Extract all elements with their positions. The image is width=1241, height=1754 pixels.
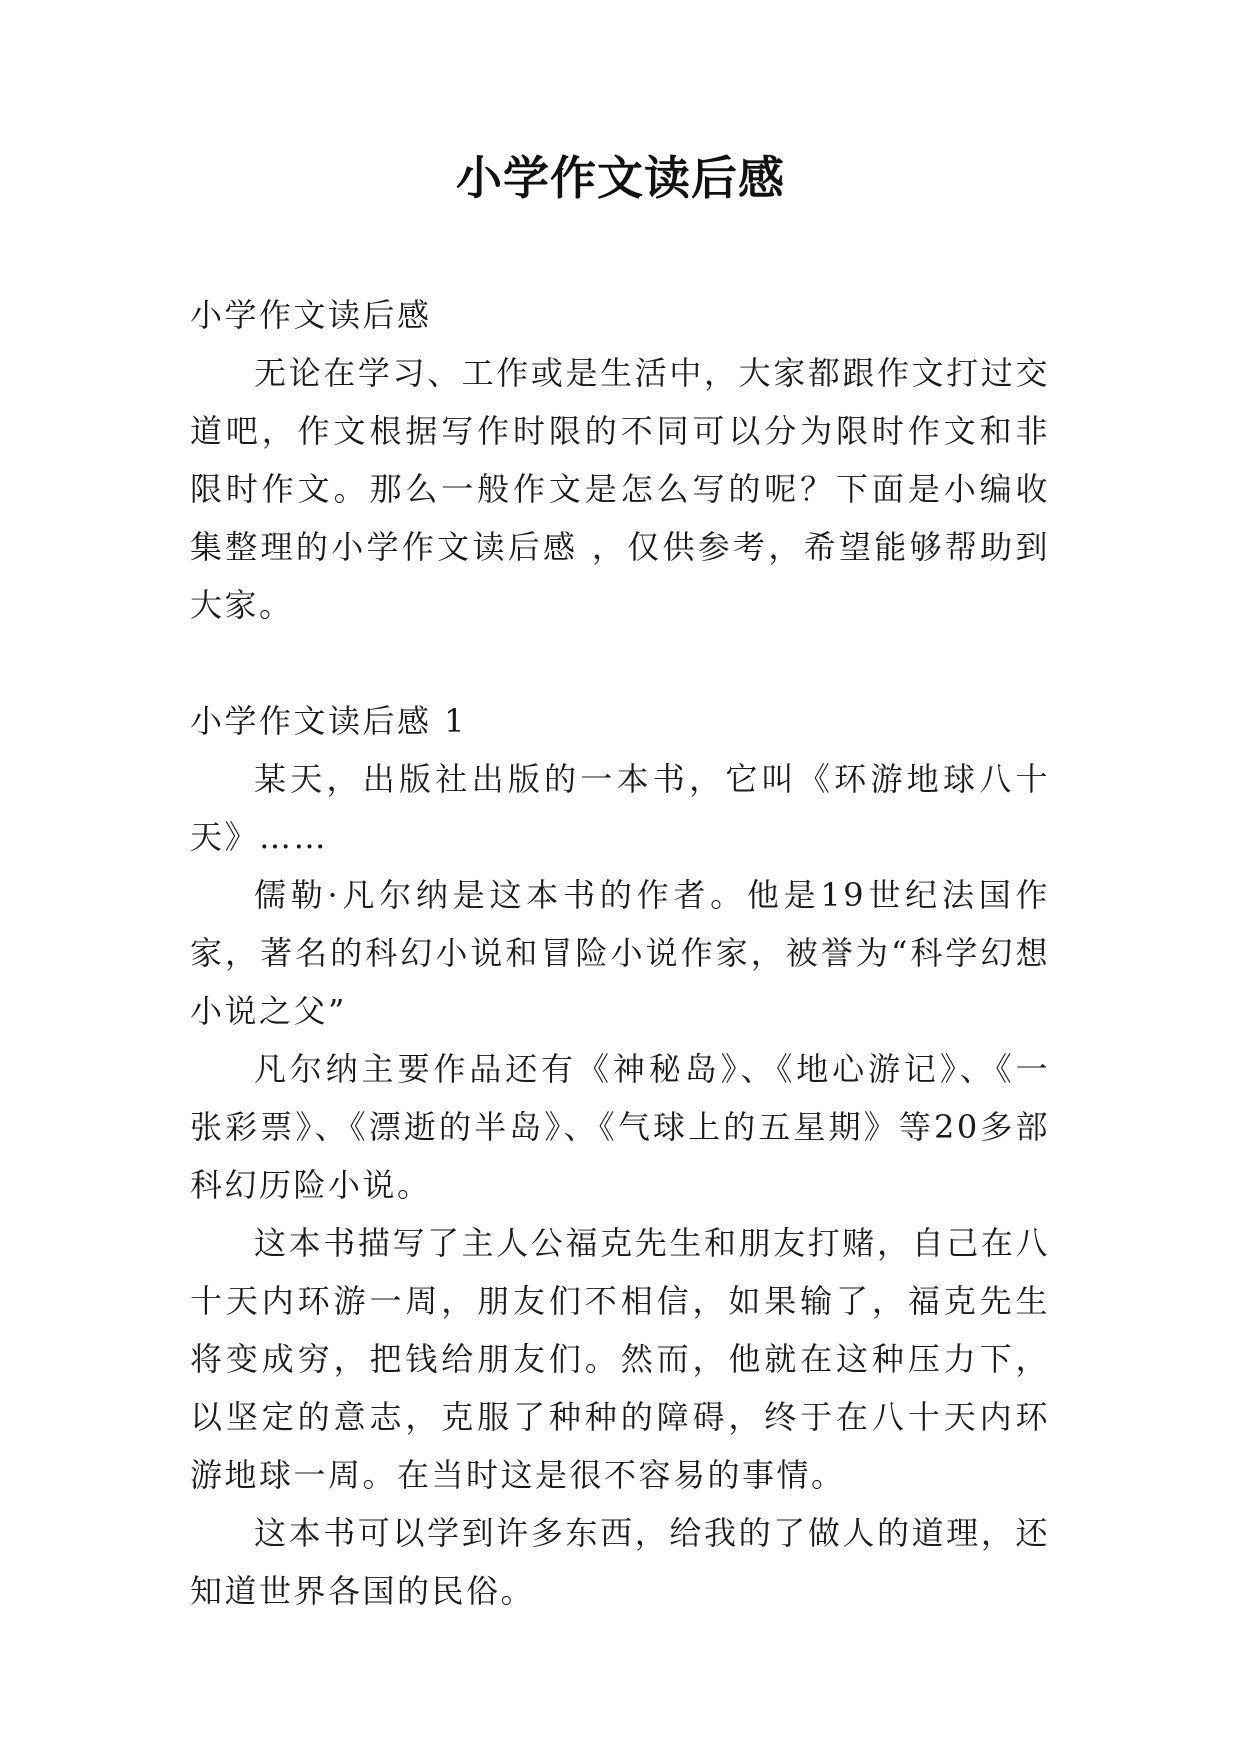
body-paragraph: 某天，出版社出版的一本书，它叫《环游地球八十天》…… [190,760,1050,856]
body-paragraph: 凡尔纳主要作品还有《神秘岛》、《地心游记》、《一张彩票》、《漂逝的半岛》、《气球上的五星期》等20多部科幻历险小说。 [190,1050,1050,1204]
document-title: 小学作文读后感 [456,151,785,205]
document-body [190,286,1050,1620]
body-paragraph: 这本书可以学到许多东西，给我的了做人的道理，还知道世界各国的民俗。 [190,1514,1050,1610]
section-heading: 小学作文读后感 1 [190,702,468,740]
intro-heading: 小学作文读后感 [190,296,432,334]
section-spacer [190,634,1050,692]
body-paragraph: 儒勒·凡尔纳是这本书的作者。他是19世纪法国作家，著名的科幻小说和冒险小说作家，被誉为“科学幻想小说之父” [190,876,1050,1030]
intro-paragraph: 无论在学习、工作或是生活中，大家都跟作文打过交道吧，作文根据写作时限的不同可以分为限时作文和非限时作文。那么一般作文是怎么写的呢？下面是小编收集整理的小学作文读后感 ，仅供参考，希望能够帮助到大家。 [190,354,1050,624]
body-paragraph: 这本书描写了主人公福克先生和朋友打赌，自己在八十天内环游一周，朋友们不相信，如果输了，福克先生将变成穷，把钱给朋友们。然而，他就在这种压力下，以坚定的意志，克服了种种的障碍，终于在八十天内环游地球一周。在当时这是很不容易的事情。 [190,1224,1050,1494]
